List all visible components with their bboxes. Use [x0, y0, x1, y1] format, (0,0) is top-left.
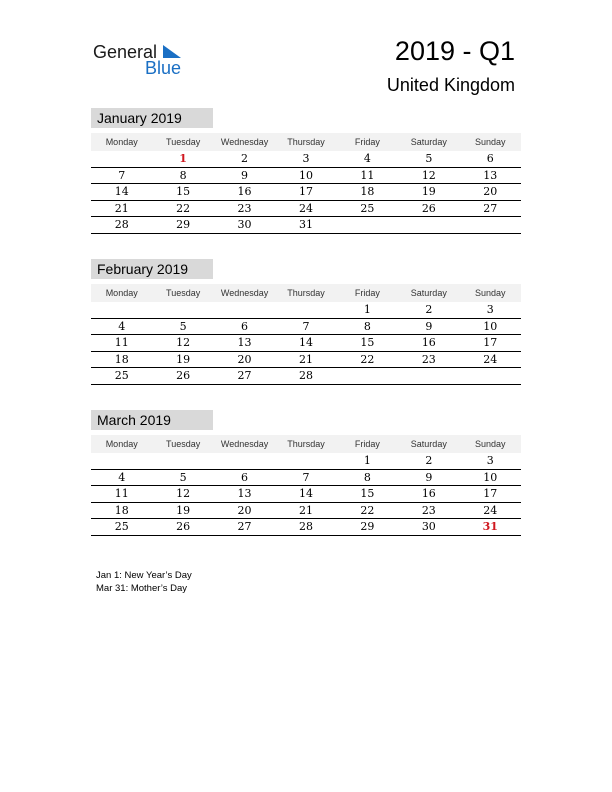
day-cell: 7: [302, 319, 310, 333]
weekday-label: Wednesday: [220, 288, 269, 298]
day-cell: [214, 302, 275, 318]
weekday-header: [91, 133, 521, 151]
month-block-march: [91, 410, 521, 536]
day-cell: 18: [114, 503, 129, 517]
day-cell: 11: [360, 168, 375, 182]
day-cell: 10: [483, 470, 498, 484]
day-cell: 10: [483, 319, 498, 333]
day-cell: 12: [421, 168, 436, 182]
week-row: [91, 352, 521, 369]
day-cell: 15: [360, 487, 375, 501]
week-row: [91, 486, 521, 503]
month-weeks: [91, 302, 521, 385]
day-cell: 7: [302, 470, 310, 484]
day-cell: 22: [360, 503, 375, 517]
weekday-label: Sunday: [474, 439, 506, 449]
day-cell: 27: [237, 520, 252, 534]
day-cell: 18: [114, 352, 129, 366]
weekday-header: [91, 284, 521, 302]
day-cell: 21: [298, 503, 313, 517]
day-cell: 1: [363, 454, 371, 467]
day-cell: 16: [421, 336, 436, 350]
day-cell: 31: [482, 520, 498, 534]
day-cell: 23: [421, 503, 436, 517]
day-cell: 8: [363, 319, 371, 333]
day-cell: 21: [114, 201, 129, 215]
day-cell: 16: [421, 487, 436, 501]
week-row: [91, 503, 521, 520]
weekday-header: [91, 435, 521, 453]
day-cell: 17: [483, 487, 498, 501]
holiday-note: Jan 1: New Year’s Day: [96, 570, 192, 581]
triangle-logo-icon: [161, 43, 183, 59]
week-row: [91, 302, 521, 319]
week-row: [91, 168, 521, 185]
weekday-label: Saturday: [410, 288, 447, 298]
day-cell: 17: [483, 336, 498, 350]
day-cell: 7: [118, 168, 126, 182]
day-cell: 4: [118, 319, 126, 333]
day-cell: 1: [363, 303, 371, 316]
day-cell: 5: [179, 319, 187, 333]
day-cell: 5: [179, 470, 187, 484]
weekday-label: Saturday: [410, 439, 447, 449]
day-cell: 2: [425, 303, 433, 316]
weekday-label: Monday: [105, 137, 138, 147]
day-cell: [460, 217, 521, 233]
day-cell: 27: [237, 369, 252, 383]
month-weeks: [91, 453, 521, 536]
weekday-label: Thursday: [287, 137, 325, 147]
day-cell: 4: [363, 152, 371, 165]
weekday-label: Thursday: [287, 288, 325, 298]
weekday-label: Sunday: [474, 137, 506, 147]
weekday-label: Friday: [354, 137, 380, 147]
day-cell: 9: [425, 470, 433, 484]
brand-name-blue: Blue: [145, 58, 182, 78]
day-cell: [275, 453, 336, 469]
day-cell: 8: [179, 168, 187, 182]
day-cell: 24: [298, 201, 313, 215]
month-block-february: [91, 259, 521, 385]
day-cell: 31: [298, 218, 313, 232]
day-cell: 24: [483, 503, 498, 517]
day-cell: [337, 368, 398, 384]
weekday-label: Tuesday: [166, 439, 201, 449]
page-title: 2019 - Q1: [394, 36, 515, 66]
holiday-notes: [96, 569, 192, 595]
day-cell: [460, 368, 521, 384]
day-cell: 23: [237, 201, 252, 215]
day-cell: 9: [241, 168, 249, 182]
day-cell: [275, 302, 336, 318]
day-cell: [91, 151, 152, 167]
day-cell: 5: [425, 152, 433, 165]
week-row: [91, 184, 521, 201]
day-cell: 24: [483, 352, 498, 366]
holiday-note: Mar 31: Mother’s Day: [96, 583, 187, 594]
weekday-label: Friday: [354, 439, 380, 449]
day-cell: 6: [486, 152, 494, 165]
weekday-label: Monday: [105, 288, 138, 298]
week-row: [91, 151, 521, 168]
day-cell: [398, 368, 459, 384]
day-cell: 22: [176, 201, 191, 215]
day-cell: 3: [302, 152, 310, 165]
week-row: [91, 519, 521, 536]
day-cell: 25: [114, 369, 129, 383]
day-cell: 21: [298, 352, 313, 366]
weekday-label: Thursday: [287, 439, 325, 449]
week-row: [91, 368, 521, 385]
day-cell: 30: [421, 520, 436, 534]
day-cell: 13: [237, 336, 252, 350]
week-row: [91, 217, 521, 234]
day-cell: 26: [421, 201, 436, 215]
day-cell: 6: [241, 470, 249, 484]
day-cell: 19: [176, 503, 191, 517]
month-title: February 2019: [91, 259, 213, 279]
day-cell: 29: [360, 520, 375, 534]
day-cell: [152, 302, 213, 318]
day-cell: 11: [114, 487, 129, 501]
weekday-label: Wednesday: [220, 439, 269, 449]
day-cell: [214, 453, 275, 469]
day-cell: 10: [298, 168, 313, 182]
day-cell: 4: [118, 470, 126, 484]
day-cell: 13: [237, 487, 252, 501]
day-cell: 22: [360, 352, 375, 366]
week-row: [91, 201, 521, 218]
day-cell: 20: [483, 185, 498, 199]
day-cell: 17: [298, 185, 313, 199]
month-title: March 2019: [91, 410, 213, 430]
week-row: [91, 470, 521, 487]
day-cell: 2: [425, 454, 433, 467]
day-cell: 3: [486, 454, 494, 467]
weekday-label: Saturday: [410, 137, 447, 147]
day-cell: 18: [360, 185, 375, 199]
day-cell: 23: [421, 352, 436, 366]
weekday-label: Tuesday: [166, 137, 201, 147]
weekday-label: Friday: [354, 288, 380, 298]
day-cell: 20: [237, 503, 252, 517]
day-cell: 28: [114, 218, 129, 232]
month-block-january: [91, 108, 521, 234]
day-cell: 19: [421, 185, 436, 199]
day-cell: 12: [176, 336, 191, 350]
day-cell: 2: [241, 152, 249, 165]
day-cell: 28: [298, 520, 313, 534]
day-cell: 16: [237, 185, 252, 199]
day-cell: 9: [425, 319, 433, 333]
day-cell: 8: [363, 470, 371, 484]
day-cell: 14: [114, 185, 129, 199]
day-cell: 30: [237, 218, 252, 232]
day-cell: 13: [483, 168, 498, 182]
day-cell: 11: [114, 336, 129, 350]
week-row: [91, 319, 521, 336]
day-cell: 27: [483, 201, 498, 215]
weekday-label: Sunday: [474, 288, 506, 298]
day-cell: [152, 453, 213, 469]
month-weeks: [91, 151, 521, 234]
day-cell: 20: [237, 352, 252, 366]
day-cell: [398, 217, 459, 233]
weekday-label: Wednesday: [220, 137, 269, 147]
day-cell: 1: [179, 152, 187, 165]
day-cell: 19: [176, 352, 191, 366]
day-cell: 12: [176, 487, 191, 501]
week-row: [91, 453, 521, 470]
day-cell: 28: [298, 369, 313, 383]
day-cell: 15: [176, 185, 191, 199]
day-cell: 15: [360, 336, 375, 350]
weekday-label: Tuesday: [166, 288, 201, 298]
day-cell: 6: [241, 319, 249, 333]
week-row: [91, 335, 521, 352]
brand-logo: [93, 40, 213, 80]
day-cell: 29: [176, 218, 191, 232]
weekday-label: Monday: [105, 439, 138, 449]
day-cell: 25: [360, 201, 375, 215]
month-title: January 2019: [91, 108, 213, 128]
country-name: United Kingdom: [386, 75, 515, 95]
day-cell: [337, 217, 398, 233]
day-cell: 26: [176, 369, 191, 383]
day-cell: 14: [298, 487, 313, 501]
day-cell: [91, 453, 152, 469]
day-cell: 25: [114, 520, 129, 534]
day-cell: 26: [176, 520, 191, 534]
day-cell: 14: [298, 336, 313, 350]
brand-name-general: General: [93, 42, 158, 62]
day-cell: 3: [486, 303, 494, 316]
day-cell: [91, 302, 152, 318]
